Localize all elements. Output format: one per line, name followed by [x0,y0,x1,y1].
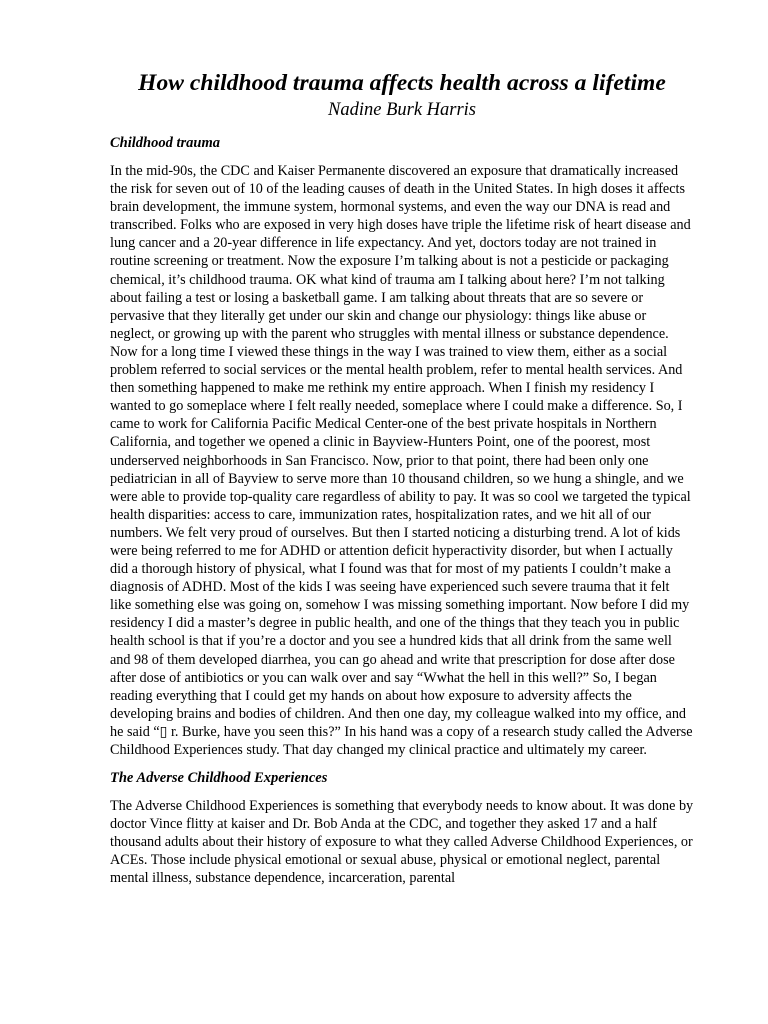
document-title: How childhood trauma affects health across a lifetime [138,70,666,96]
section-heading-childhood-trauma: Childhood trauma [110,135,220,151]
section-body-adverse-childhood-experiences: The Adverse Childhood Experiences is something that everybody needs to know about. It was done by doctor Vince flitty at kaiser and Dr. Bob Anda at the CDC, and together they asked 17 and a half thousand adults about their history of exposure to what they called Adverse Childhood Experiences, or ACEs. Those include physical emotional or sexual abuse, physical or emotional neglect, parental mental illness, substance dependence, incarceration, parental [110,798,694,887]
document-page [110,68,694,888]
section-heading-adverse-childhood-experiences: The Adverse Childhood Experiences [110,770,328,787]
document-author: Nadine Burk Harris [328,100,476,120]
section-body-childhood-trauma: In the mid-90s, the CDC and Kaiser Permanente discovered an exposure that dramatically increased the risk for seven out of 10 of the leading causes of death in the United States. In high doses it affects brain development, the immune system, hormonal systems, and even the way our DNA is read and transcribed. Folks who are exposed in very high doses have triple the lifetime risk of heart disease and lung cancer and a 20-year difference in life expectancy. And yet, doctors today are not trained in routine screening or treatment. Now the exposure I’m talking about is not a pesticide or packaging chemical, it’s childhood trauma. OK what kind of trauma am I talking about here? I’m not talking about failing a test or losing a basketball game. I am talking about threats that are so severe or pervasive that they literally get under our skin and change our physiology: things like abuse or neglect, or growing up with the parent who struggles with mental illness or substance dependence. Now for a long time I viewed these things in the way I was trained to view them, either as a social problem referred to social services or the mental health problem, refer to mental health services. And then something happened to make me rethink my entire approach. When I finish my residency I wanted to go someplace where I felt really needed, someplace where I could make a difference. So, I came to work for California Pacific Medical Center-one of the best private hospitals in Northern California, and together we opened a clinic in Bayview-Hunters Point, one of the poorest, most underserved neighborhoods in San Francisco. Now, prior to that point, there had been only one pediatrician in all of Bayview to serve more than 10 thousand children, so we hung a shingle, and we were able to provide top-quality care regardless of ability to pay. It was so cool we targeted the typical health disparities: access to care, immunization rates, hospitalization rates, and we hit all of our numbers. We felt very proud of ourselves. But then I started noticing a disturbing trend. A lot of kids were being referred to me for ADHD or attention deficit hyperactivity disorder, but when I actually did a thorough history of physical, what I found was that for most of my patients I couldn’t make a diagnosis of ADHD. Most of the kids I was seeing have experienced such severe trauma that it felt like something else was going on, somehow I was missing something important. Now before I did my residency I did a master’s degree in public health, and one of the things that they teach you in public health school is that if you’re a doctor and you see a hundred kids that all drink from the same well and 98 of them developed diarrhea, you can go ahead and write that prescription for dose after dose after dose of antibiotics or you can walk over and say “Wwhat the hell in this well?” So, I began reading everything that I could get my hands on about how exposure to adversity affects the developing brains and bodies of children. And then one day, my colleague walked into my office, and he said “▯ r. Burke, have you seen this?” In his hand was a copy of a research study called the Adverse Childhood Experiences study. That day changed my clinical practice and ultimately my career. [110,163,693,758]
